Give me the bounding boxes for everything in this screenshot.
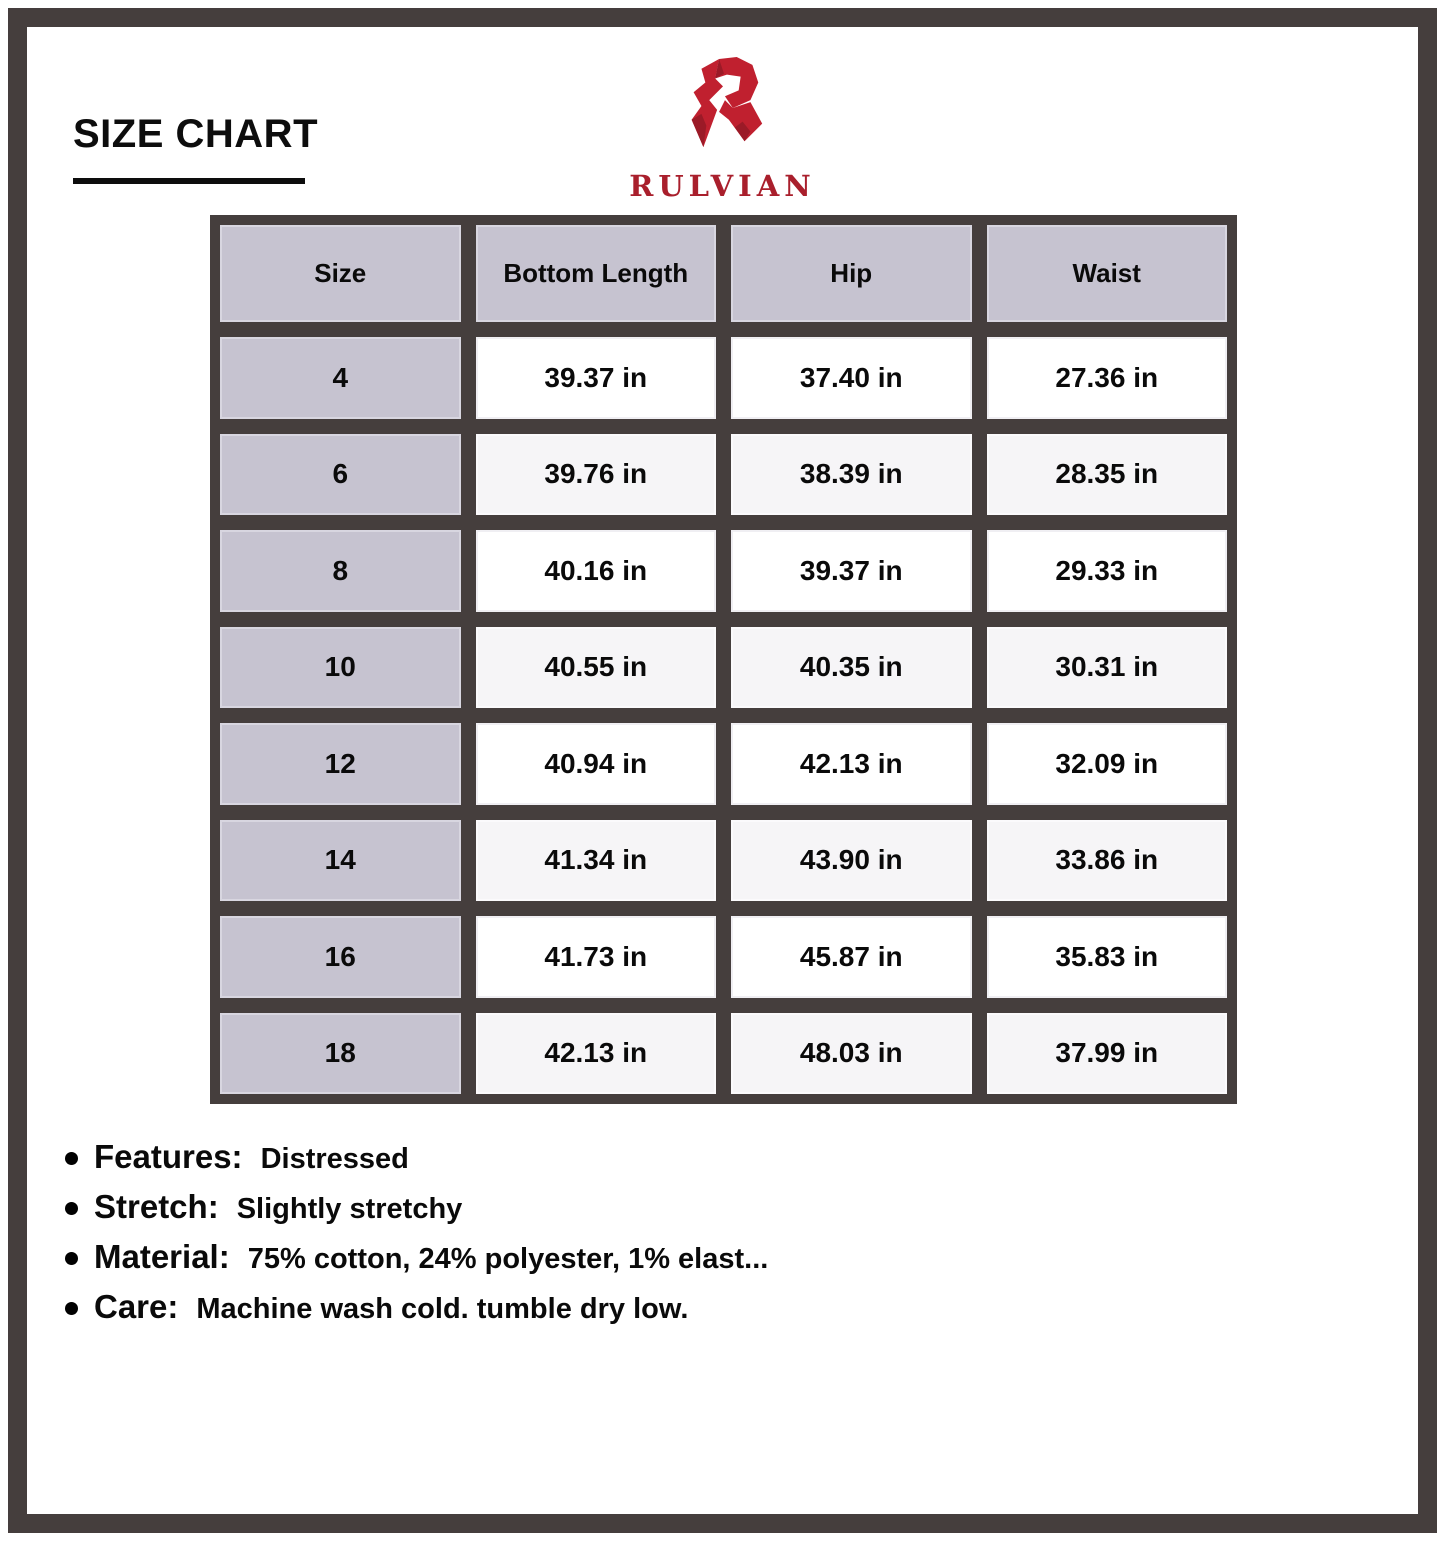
detail-label: Material: <box>94 1238 230 1275</box>
size-cell: 14 <box>220 820 461 902</box>
detail-value: 75% cotton, 24% polyester, 1% elast... <box>247 1243 769 1275</box>
value-cell: 37.40 in <box>731 337 972 419</box>
detail-value: Slightly stretchy <box>236 1193 463 1225</box>
value-cell: 40.55 in <box>476 627 717 709</box>
detail-item <box>65 1188 768 1226</box>
detail-item <box>65 1138 768 1176</box>
value-cell: 30.31 in <box>987 627 1228 709</box>
value-cell: 39.37 in <box>476 337 717 419</box>
value-cell: 40.16 in <box>476 530 717 612</box>
value-cell: 35.83 in <box>987 916 1228 998</box>
value-cell: 43.90 in <box>731 820 972 902</box>
value-cell: 41.34 in <box>476 820 717 902</box>
detail-value: Machine wash cold. tumble dry low. <box>196 1293 689 1325</box>
size-cell: 6 <box>220 434 461 516</box>
size-cell: 12 <box>220 723 461 805</box>
value-cell: 27.36 in <box>987 337 1228 419</box>
product-details-list <box>65 1138 768 1338</box>
detail-value: Distressed <box>260 1143 409 1175</box>
size-cell: 10 <box>220 627 461 709</box>
value-cell: 39.37 in <box>731 530 972 612</box>
value-cell: 48.03 in <box>731 1013 972 1095</box>
detail-label: Features: <box>94 1138 243 1175</box>
bullet-dot-icon <box>65 1252 78 1265</box>
page-title: SIZE CHART <box>73 112 318 156</box>
value-cell: 28.35 in <box>987 434 1228 516</box>
brand-logo-r-icon <box>674 55 772 157</box>
detail-label: Care: <box>94 1288 179 1325</box>
value-cell: 42.13 in <box>731 723 972 805</box>
size-cell: 16 <box>220 916 461 998</box>
size-cell: 8 <box>220 530 461 612</box>
value-cell: 40.35 in <box>731 627 972 709</box>
value-cell: 37.99 in <box>987 1013 1228 1095</box>
size-cell: 18 <box>220 1013 461 1095</box>
bullet-dot-icon <box>65 1202 78 1215</box>
column-header-bottom-length: Bottom Length <box>476 225 717 322</box>
value-cell: 42.13 in <box>476 1013 717 1095</box>
value-cell: 32.09 in <box>987 723 1228 805</box>
value-cell: 33.86 in <box>987 820 1228 902</box>
value-cell: 41.73 in <box>476 916 717 998</box>
value-cell: 45.87 in <box>731 916 972 998</box>
value-cell: 38.39 in <box>731 434 972 516</box>
column-header-size: Size <box>220 225 461 322</box>
value-cell: 40.94 in <box>476 723 717 805</box>
brand-wordmark: RULVIAN <box>629 169 816 203</box>
bullet-dot-icon <box>65 1152 78 1165</box>
brand-logo <box>0 55 1445 203</box>
size-table <box>210 215 1237 1104</box>
bullet-dot-icon <box>65 1302 78 1315</box>
value-cell: 39.76 in <box>476 434 717 516</box>
column-header-waist: Waist <box>987 225 1228 322</box>
detail-item <box>65 1288 768 1326</box>
detail-item <box>65 1238 768 1276</box>
value-cell: 29.33 in <box>987 530 1228 612</box>
size-cell: 4 <box>220 337 461 419</box>
detail-label: Stretch: <box>94 1188 219 1225</box>
column-header-hip: Hip <box>731 225 972 322</box>
